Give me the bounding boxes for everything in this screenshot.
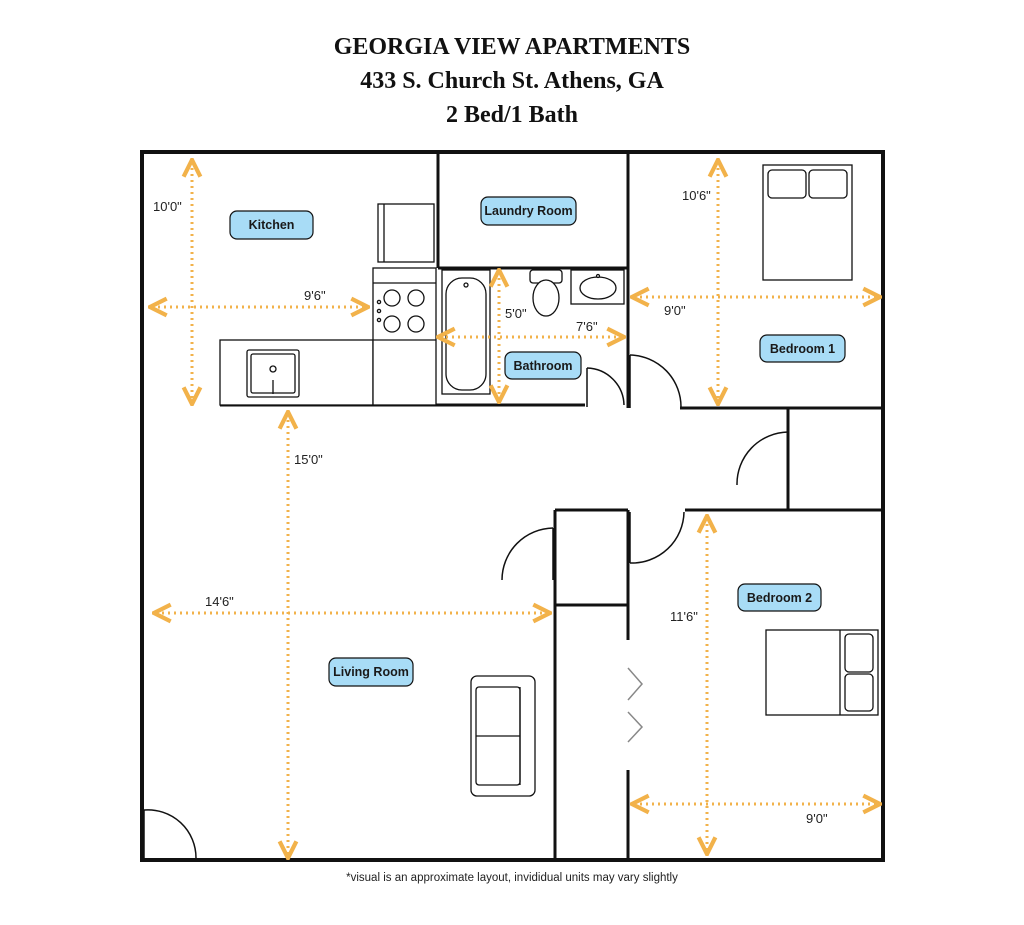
- couch: [471, 676, 535, 796]
- kitchen-label: Kitchen: [248, 218, 295, 232]
- bathroom-height-label: 5'0": [505, 306, 527, 321]
- plan-unit-type: 2 Bed/1 Bath: [445, 102, 579, 128]
- bathroom-label: Bathroom: [513, 359, 573, 373]
- living-height-label: 15'0": [294, 452, 323, 467]
- living-room-label: Living Room: [333, 665, 409, 679]
- bedroom1-label: Bedroom 1: [769, 342, 836, 356]
- doors: [144, 355, 788, 858]
- beds: [763, 165, 878, 715]
- disclaimer-footnote: *visual is an approximate layout, invididual units may vary slightly: [346, 872, 678, 884]
- bedroom2-label: Bedroom 2: [746, 591, 813, 605]
- laundry-label: Laundry Room: [484, 204, 573, 218]
- kitchen-width-label: 9'6": [304, 288, 326, 303]
- plan-address: 433 S. Church St. Athens, GA: [360, 68, 664, 94]
- bedroom2-height-label: 11'6": [670, 609, 698, 624]
- room-label-bedroom1: [760, 335, 845, 362]
- bedroom1-width-label: 9'0": [664, 303, 686, 318]
- room-label-kitchen: [230, 211, 313, 239]
- room-label-living: [329, 658, 413, 686]
- bedroom2-width-label: 9'0": [806, 811, 828, 826]
- plan-title: GEORGIA VIEW APARTMENTS: [333, 34, 691, 60]
- living-width-label: 14'6": [205, 594, 234, 609]
- room-label-bedroom2: [738, 584, 821, 611]
- kitchen-height-label: 10'0": [153, 199, 182, 214]
- room-label-bathroom: [505, 352, 581, 379]
- room-label-laundry: [481, 197, 576, 225]
- bathroom-width-label: 7'6": [576, 319, 598, 334]
- bedroom1-height-label: 10'6": [682, 188, 711, 203]
